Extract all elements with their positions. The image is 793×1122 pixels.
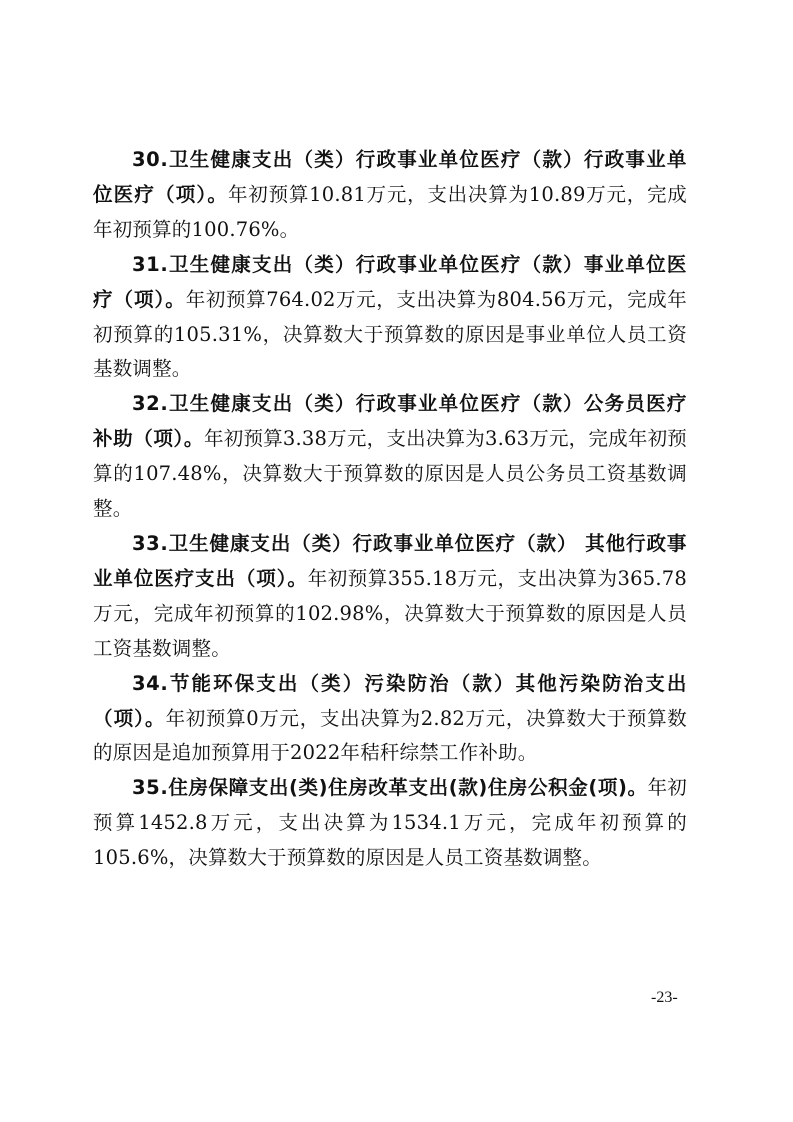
item-heading: 31.卫生健康支出（类）行政事业单位医疗（款）事业单位医疗（项）。: [93, 252, 687, 311]
item-text: 年初预算1452.8万元，支出决算为1534.1万元，完成年初预算的105.6%，决算数大于预算数的原因是人员工资基数调整。: [93, 776, 687, 870]
paragraph-item-33: [93, 527, 687, 667]
document-body: [93, 143, 687, 876]
item-text: 年初预算3.38万元，支出决算为3.63万元，完成年初预算的107.48%，决算数大于预算数的原因是人员公务员工资基数调整。: [93, 427, 687, 521]
paragraph-item-32: [93, 387, 687, 527]
item-heading: 32.卫生健康支出（类）行政事业单位医疗（款）公务员医疗补助（项）。: [93, 392, 687, 451]
item-text: 年初预算10.81万元，支出决算为10.89万元，完成年初预算的100.76%。: [93, 182, 687, 241]
item-heading: 30.卫生健康支出（类）行政事业单位医疗（款）行政事业单位医疗（项）。: [93, 148, 687, 206]
paragraph-item-34: [93, 667, 687, 772]
item-heading: 34.节能环保支出（类）污染防治（款）其他污染防治支出（项）。: [93, 671, 687, 730]
item-heading: 35.住房保障支出(类)住房改革支出(款)住房公积金(项)。: [132, 776, 648, 800]
item-text: 年初预算0万元，支出决算为2.82万元，决算数大于预算数的原因是追加预算用于2022年秸秆综禁工作补助。: [93, 706, 687, 765]
item-heading: 33.卫生健康支出（类）行政事业单位医疗（款） 其他行政事业单位医疗支出（项）。: [93, 531, 687, 590]
item-text: 年初预算764.02万元，支出决算为804.56万元，完成年初预算的105.31%，决算数大于预算数的原因是事业单位人员工资基数调整。: [93, 287, 687, 381]
paragraph-item-30: [93, 143, 687, 248]
paragraph-item-31: [93, 248, 687, 388]
item-text: 年初预算355.18万元，支出决算为365.78万元，完成年初预算的102.98%，决算数大于预算数的原因是人员工资基数调整。: [93, 566, 687, 660]
page-number: -23-: [651, 989, 678, 1006]
paragraph-item-35: [93, 771, 687, 876]
